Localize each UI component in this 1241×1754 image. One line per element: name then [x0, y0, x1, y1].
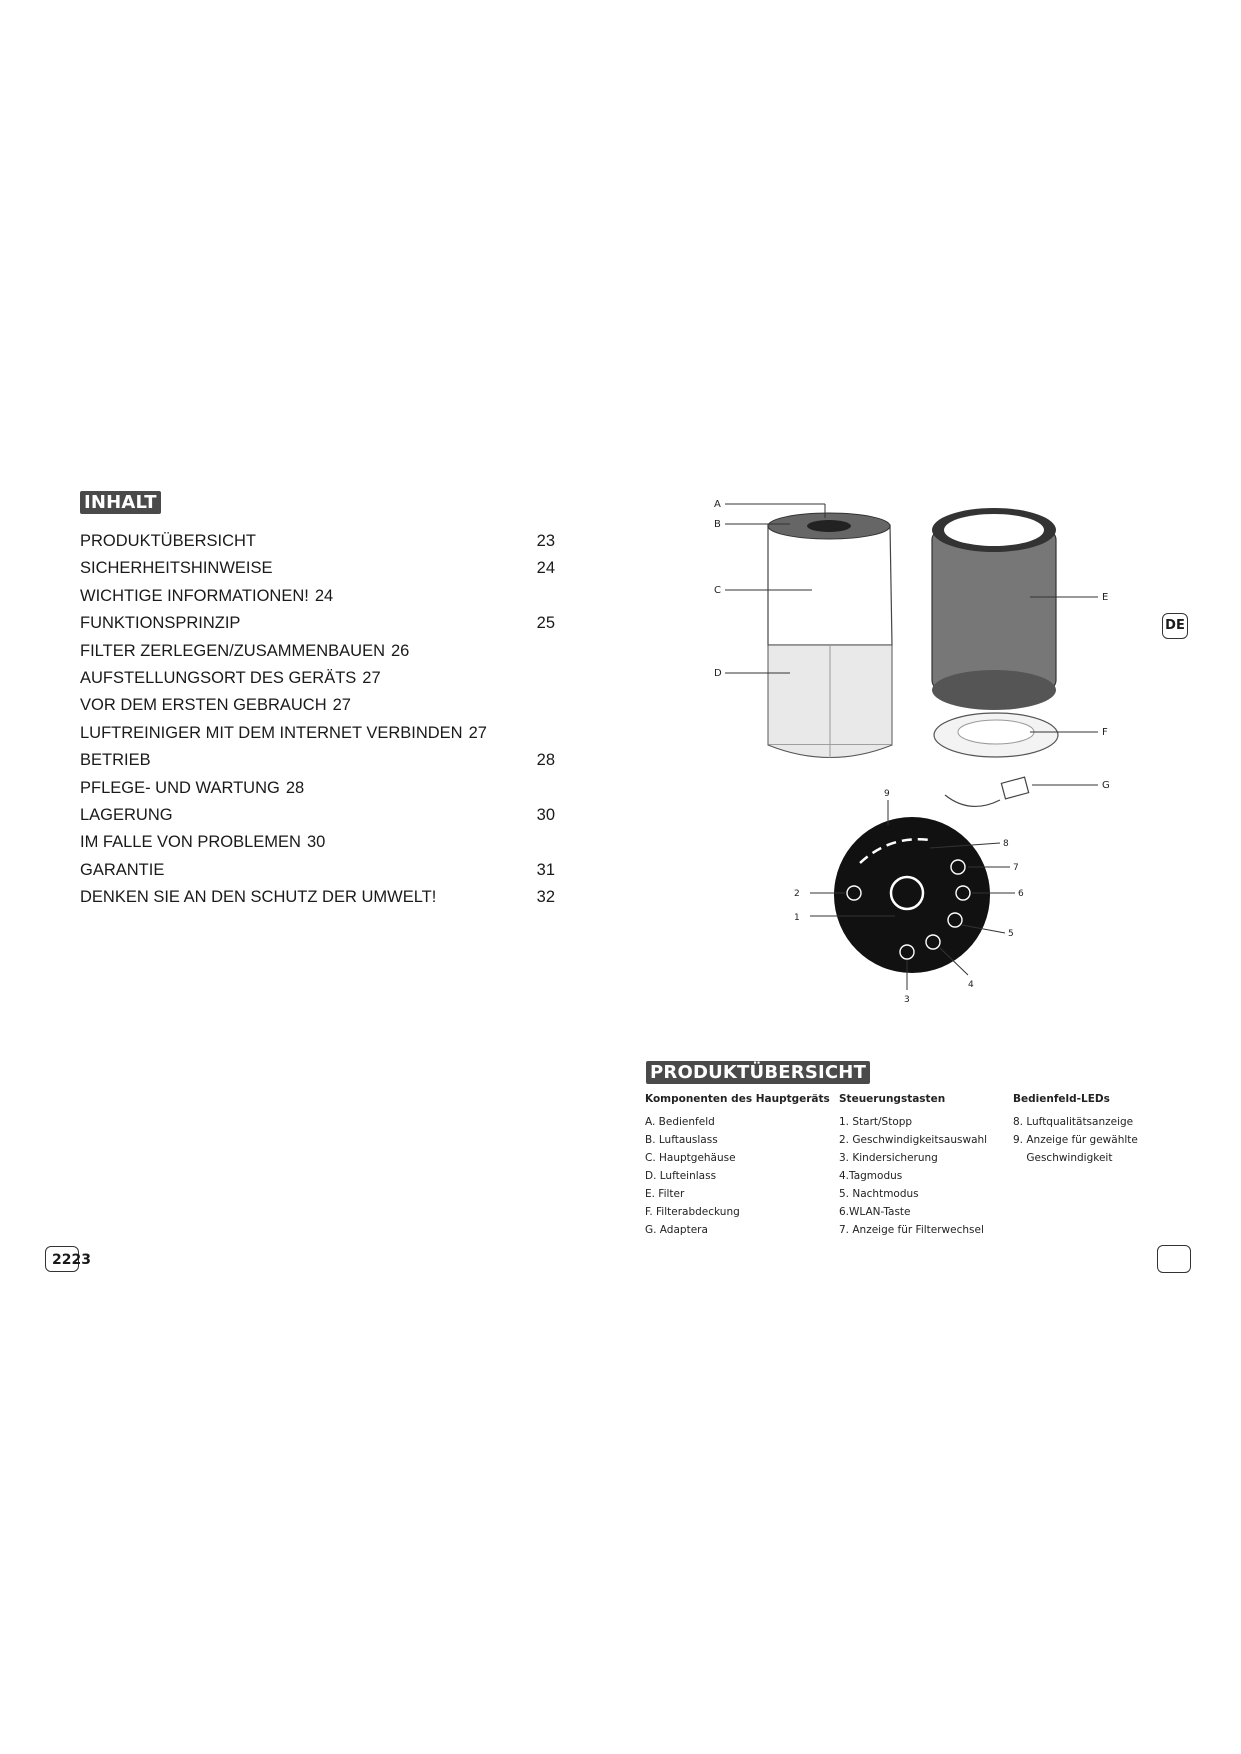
- toc-entry-page: 23: [536, 532, 555, 550]
- list-item: 5. Nachtmodus: [839, 1188, 919, 1200]
- label-e: E: [1102, 592, 1109, 603]
- toc-entry[interactable]: [80, 832, 555, 852]
- toc-entry[interactable]: [80, 723, 555, 743]
- toc-entry-label: PRODUKTÜBERSICHT: [80, 532, 257, 550]
- overview-title: PRODUKTÜBERSICHT: [646, 1061, 870, 1084]
- page-number-left: 2223: [45, 1246, 79, 1272]
- list-item: Geschwindigkeit: [1013, 1152, 1113, 1164]
- product-diagram: [700, 490, 1160, 1015]
- toc-entry-label: PFLEGE- UND WARTUNG: [80, 778, 280, 797]
- toc-entry-label: IM FALLE VON PROBLEMEN: [80, 833, 301, 852]
- list-item: F. Filterabdeckung: [645, 1206, 740, 1218]
- label-2: 2: [794, 889, 800, 899]
- list-item: C. Hauptgehäuse: [645, 1152, 736, 1164]
- list-item: 1. Start/Stopp: [839, 1116, 913, 1128]
- label-d: D: [714, 668, 722, 679]
- toc-entry-page: 27: [362, 669, 381, 687]
- toc-entry-label: LAGERUNG: [80, 806, 173, 824]
- toc-entry[interactable]: [80, 586, 555, 606]
- list-item: G. Adaptera: [645, 1224, 708, 1236]
- list-item: 3. Kindersicherung: [839, 1152, 938, 1164]
- toc-entry[interactable]: [80, 641, 555, 661]
- label-g: G: [1102, 780, 1110, 791]
- toc-entry-label: FUNKTIONSPRINZIP: [80, 614, 241, 633]
- toc-entry-label: GARANTIE: [80, 860, 165, 879]
- toc-entry[interactable]: [80, 695, 555, 715]
- list-item: 8. Luftqualitätsanzeige: [1013, 1116, 1134, 1128]
- label-6: 6: [1018, 889, 1024, 899]
- label-8: 8: [1003, 839, 1009, 849]
- list-item: A. Bedienfeld: [645, 1116, 715, 1128]
- label-f: F: [1102, 727, 1108, 738]
- label-c: C: [714, 585, 721, 596]
- label-3: 3: [904, 995, 910, 1005]
- toc-entry-page: 31: [536, 860, 555, 879]
- leds-column: [1013, 1093, 1138, 1167]
- filter-illustration: [932, 508, 1056, 710]
- toc-entry-label: FILTER ZERLEGEN/ZUSAMMENBAUEN: [80, 641, 385, 660]
- toc-entry-page: 24: [314, 586, 334, 605]
- toc-entry-label: DENKEN SIE AN DEN SCHUTZ DER UMWELT!: [80, 888, 437, 907]
- toc-entry-page: 25: [536, 614, 555, 633]
- label-5: 5: [1008, 929, 1014, 939]
- components-column: [645, 1093, 830, 1239]
- filter-cover-illustration: [934, 713, 1058, 757]
- toc-entry-page: 27: [468, 723, 487, 742]
- label-4: 4: [968, 980, 974, 990]
- toc-entry-page: 30: [536, 806, 555, 824]
- label-b: B: [714, 519, 721, 530]
- toc-entry-page: 30: [306, 833, 326, 852]
- controls-column: [839, 1093, 987, 1239]
- toc-entry-page: 24: [536, 559, 555, 578]
- air-purifier-illustration: [768, 513, 892, 758]
- label-9: 9: [884, 789, 890, 799]
- toc-entry-label: LUFTREINIGER MIT DEM INTERNET VERBINDEN: [80, 723, 463, 742]
- toc-title: INHALT: [80, 491, 161, 514]
- list-item: 6.WLAN-Taste: [839, 1206, 911, 1218]
- toc-entry-label: AUFSTELLUNGSORT DES GERÄTS: [80, 669, 357, 687]
- toc-entry[interactable]: [80, 778, 555, 798]
- label-a: A: [714, 499, 721, 510]
- list-item: E. Filter: [645, 1188, 685, 1200]
- list-item: 7. Anzeige für Filterwechsel: [839, 1224, 984, 1236]
- toc-entry-label: BETRIEB: [80, 751, 151, 770]
- label-1: 1: [794, 913, 800, 923]
- control-panel-illustration: [834, 817, 990, 973]
- toc-entry-page: 28: [285, 778, 305, 797]
- toc-entry-page: 26: [390, 641, 410, 660]
- toc-entry-page: 27: [332, 696, 351, 715]
- language-badge: DE: [1162, 613, 1188, 639]
- toc-entry-label: VOR DEM ERSTEN GEBRAUCH: [80, 696, 327, 715]
- label-7: 7: [1013, 863, 1019, 873]
- toc-entry-page: 32: [536, 888, 555, 907]
- list-item: D. Lufteinlass: [645, 1170, 717, 1182]
- page-number-right: [1157, 1245, 1191, 1273]
- list-item: 9. Anzeige für gewählte: [1013, 1134, 1138, 1146]
- toc-entry-label: WICHTIGE INFORMATIONEN!: [80, 586, 309, 605]
- list-item: 2. Geschwindigkeitsauswahl: [839, 1134, 988, 1146]
- column-heading: Komponenten des Hauptgeräts: [645, 1093, 830, 1105]
- list-item: 4.Tagmodus: [839, 1170, 903, 1182]
- list-item: B. Luftauslass: [645, 1134, 718, 1146]
- toc-entry-page: 28: [536, 751, 555, 770]
- column-heading: Bedienfeld-LEDs: [1013, 1093, 1110, 1105]
- toc-entry[interactable]: [80, 668, 555, 688]
- adapter-illustration: [945, 777, 1029, 806]
- toc-entry-label: SICHERHEITSHINWEISE: [80, 559, 273, 578]
- column-heading: Steuerungstasten: [839, 1093, 946, 1105]
